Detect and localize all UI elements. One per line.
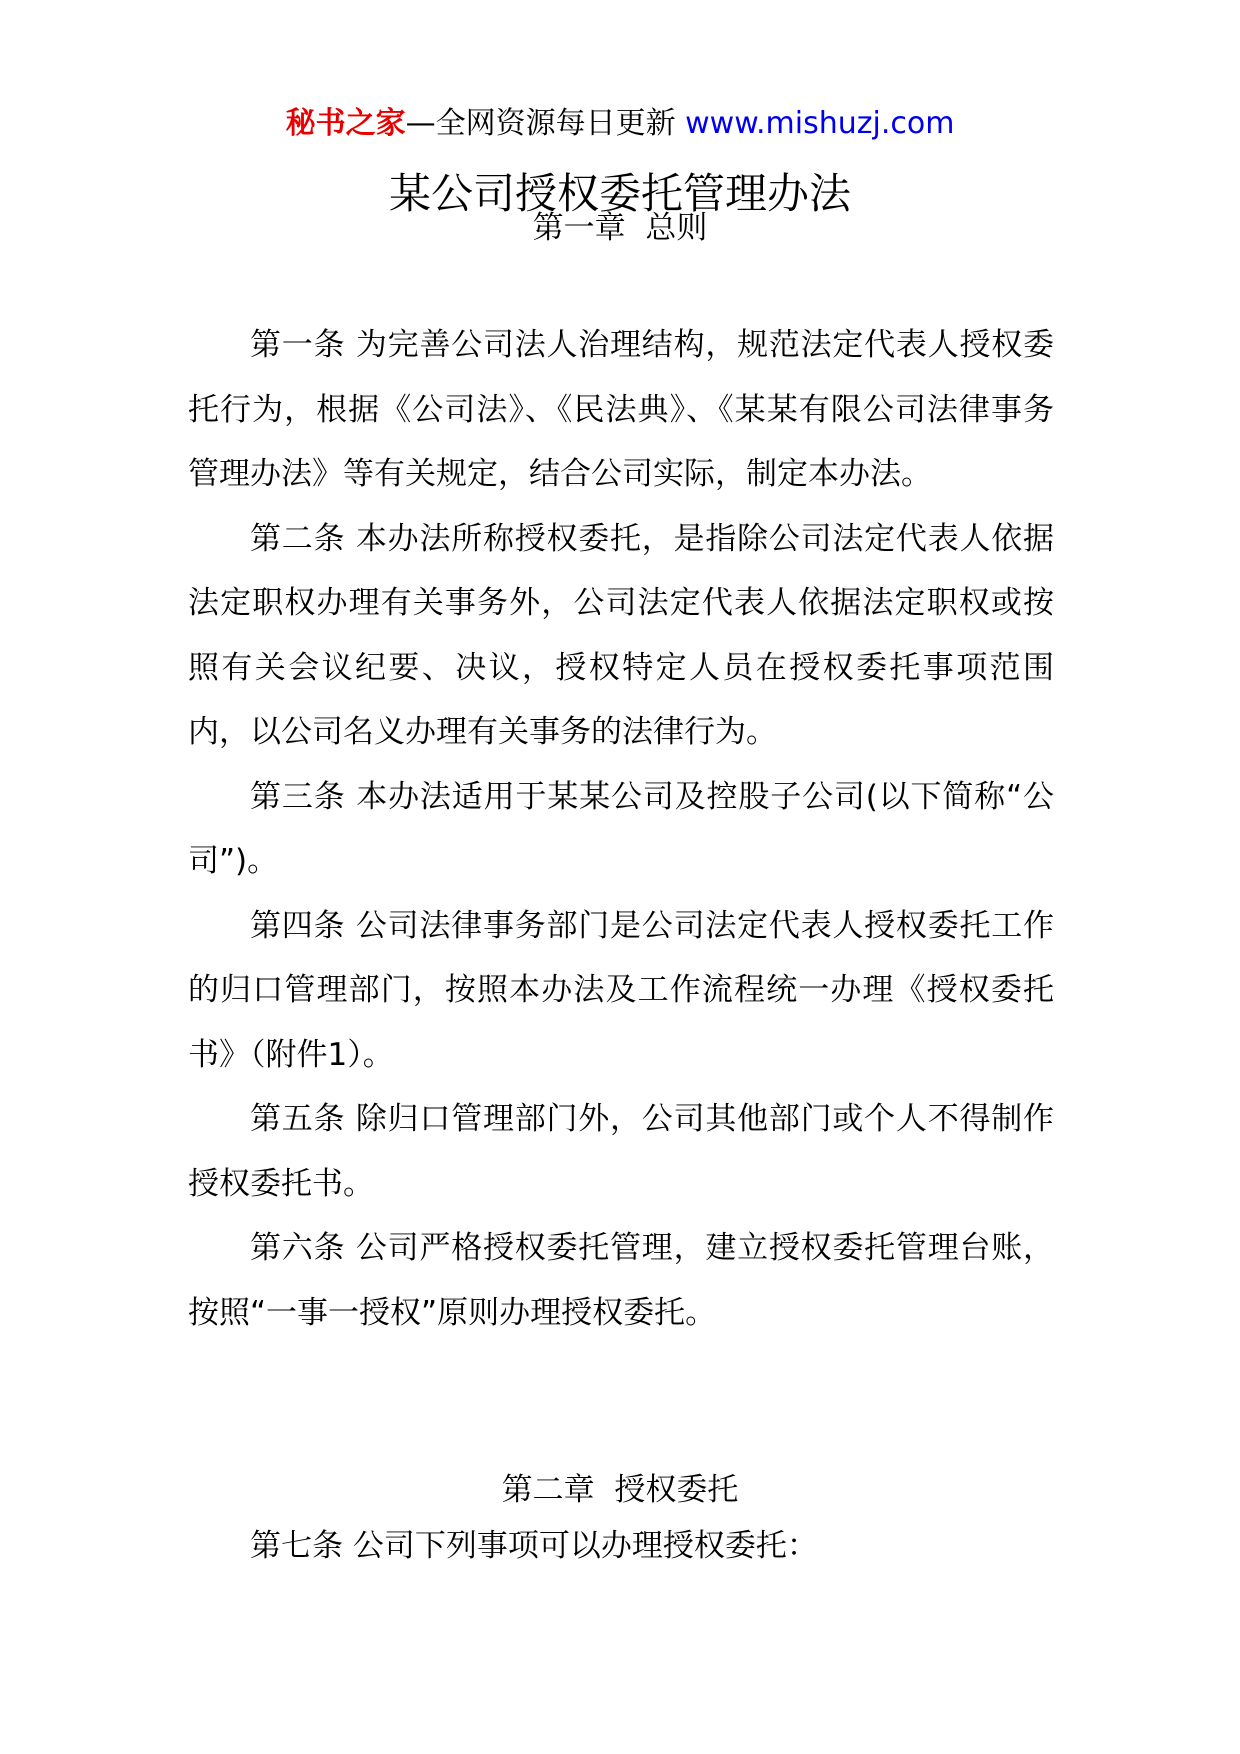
chapter-2-heading: 第二章 授权委托: [501, 1472, 739, 1508]
site-header: [0, 102, 1240, 146]
article-6: 第六条 公司严格授权委托管理，建立授权委托管理台账，按照“一事一授权”原则办理授权委托。: [188, 1230, 1054, 1331]
document-title: 某公司授权委托管理办法: [388, 169, 851, 218]
article-4: 第四条 公司法律事务部门是公司法定代表人授权委托工作的归口管理部门，按照本办法及工作流程统一办理《授权委托书》（附件1）。: [188, 907, 1054, 1073]
article-1: 第一条 为完善公司法人治理结构，规范法定代表人授权委托行为，根据《公司法》、《民法典》、《某某有限公司法律事务管理办法》等有关规定，结合公司实际，制定本办法。: [188, 327, 1054, 492]
chapter-1-heading: 第一章 总则: [532, 210, 708, 246]
chapter-1-body: [188, 313, 1054, 1345]
article-3: 第三条 本办法适用于某某公司及控股子公司(以下简称“公司”)。: [188, 778, 1054, 879]
brand-name: 秘书之家: [285, 106, 406, 141]
chapter-2-body: [188, 1514, 1054, 1579]
site-url-link[interactable]: www.mishuzj.com: [685, 106, 955, 141]
article-2: 第二条 本办法所称授权委托，是指除公司法定代表人依据法定职权办理有关事务外，公司法定代表人依据法定职权或按照有关会议纪要、决议，授权特定人员在授权委托事项范围内，以公司名义办理有关事务的法律行为。: [188, 520, 1054, 750]
article-5: 第五条 除归口管理部门外，公司其他部门或个人不得制作授权委托书。: [188, 1101, 1054, 1202]
header-slogan: —全网资源每日更新: [405, 106, 686, 141]
article-7: 第七条 公司下列事项可以办理授权委托：: [250, 1528, 818, 1564]
